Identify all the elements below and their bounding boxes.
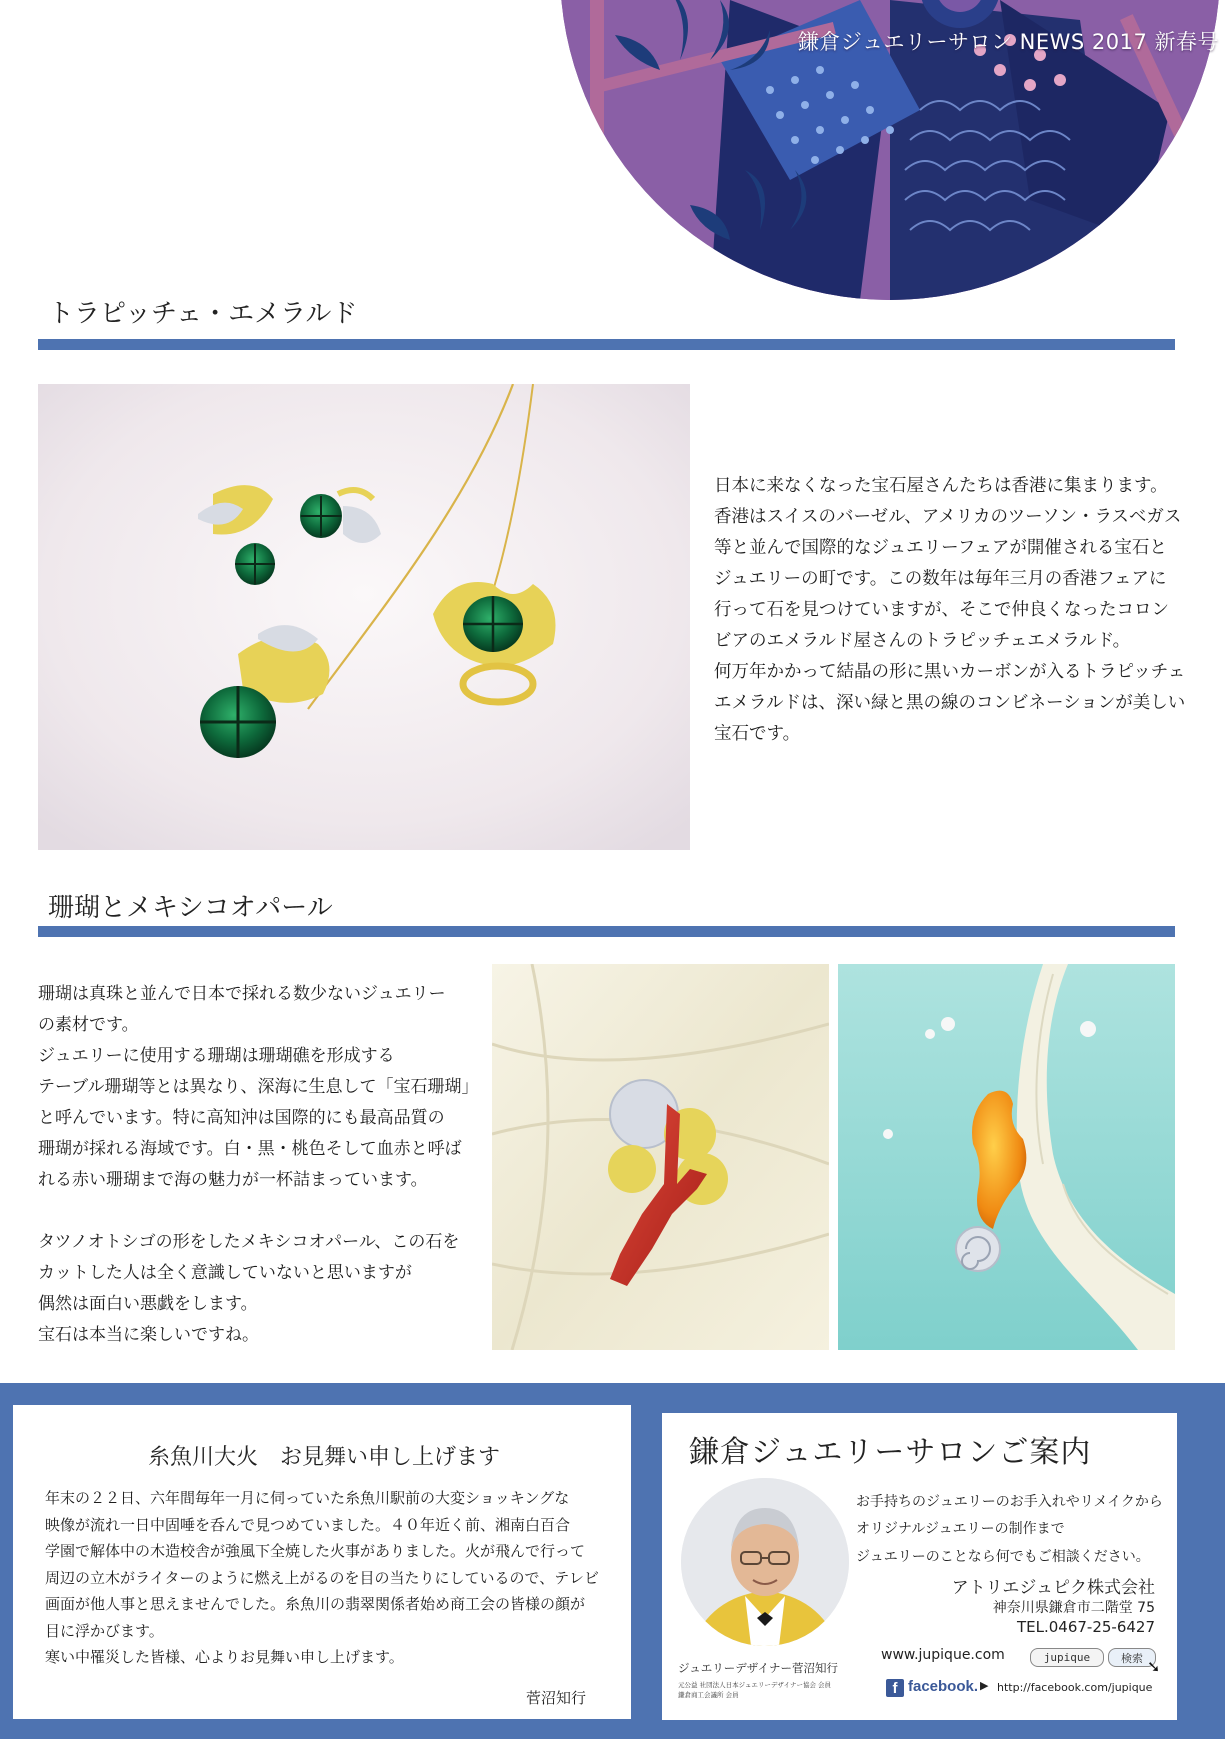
designer-affiliation-2: 鎌倉商工会議所 会員 bbox=[678, 1691, 739, 1699]
paragraph-line: カットした人は全く意識していないと思いますが bbox=[38, 1263, 412, 1283]
salon-intro-line: お手持ちのジュエリーのお手入れやリメイクから bbox=[856, 1494, 1163, 1510]
company-phone: TEL.0467-25-6427 bbox=[1016, 1618, 1155, 1636]
paragraph-line: ジュエリーに使用する珊瑚は珊瑚礁を形成する bbox=[38, 1046, 395, 1066]
designer-portrait bbox=[681, 1478, 849, 1646]
paragraph-line: 珊瑚が採れる海域です。白・黒・桃色そして血赤と呼ば bbox=[38, 1139, 462, 1159]
notice-title: 糸魚川大火 お見舞い申し上げます bbox=[148, 1445, 501, 1470]
paragraph-line: れる赤い珊瑚まで海の魅力が一杯詰まっています。 bbox=[38, 1170, 428, 1190]
paragraph-line: 何万年かかって結晶の形に黒いカーボンが入るトラピッチェ bbox=[714, 662, 1186, 682]
coral-brooch-photo bbox=[492, 964, 829, 1350]
notice-line: 映像が流れ一日中固唾を呑んで見つめていました。４０年近く前、湘南白百合 bbox=[45, 1515, 571, 1534]
notice-signature: 菅沼知行 bbox=[526, 1689, 587, 1707]
facebook-label[interactable]: facebook. bbox=[908, 1678, 979, 1695]
section1-paragraph bbox=[714, 471, 1185, 750]
salon-info-panel bbox=[662, 1413, 1177, 1720]
facebook-icon[interactable]: f bbox=[886, 1679, 904, 1697]
designer-caption: ジュエリーデザイナー菅沼知行 bbox=[678, 1661, 838, 1675]
paragraph-line: の素材です。 bbox=[38, 1015, 139, 1035]
paragraph-line: 偶然は面白い悪戯をします。 bbox=[38, 1294, 258, 1314]
newsletter-title: 鎌倉ジュエリーサロン NEWS 2017 新春号 bbox=[797, 30, 1219, 54]
salon-title: 鎌倉ジュエリーサロンご案内 bbox=[689, 1435, 1092, 1470]
paragraph-line: 宝石です。 bbox=[714, 724, 801, 744]
salon-intro-line: ジュエリーのことなら何でもご相談ください。 bbox=[856, 1549, 1150, 1565]
company-name: アトリエジュピク株式会社 bbox=[951, 1578, 1155, 1598]
paragraph-line: と呼んでいます。特に高知沖は国際的にも最高品質の bbox=[38, 1108, 445, 1128]
section2-paragraph bbox=[38, 979, 478, 1351]
notice-line: 周辺の立木がライターのように燃え上がるのを目の当たりにしているので、テレビ bbox=[45, 1568, 599, 1587]
notice-line: 寒い中罹災した皆様、心よりお見舞い申し上げます。 bbox=[45, 1648, 404, 1666]
paragraph-line: ジュエリーの町です。この数年は毎年三月の香港フェアに bbox=[714, 569, 1167, 589]
salon-intro-line: オリジナルジュエリーの制作まで bbox=[856, 1521, 1065, 1537]
search-button[interactable]: 検索 bbox=[1108, 1648, 1156, 1667]
search-term-box[interactable]: jupique bbox=[1030, 1648, 1104, 1667]
website-url[interactable]: www.jupique.com bbox=[881, 1647, 1005, 1663]
company-address: 神奈川県鎌倉市二階堂 75 bbox=[992, 1600, 1155, 1616]
paragraph-line: エメラルドは、深い緑と黒の線のコンビネーションが美しい bbox=[714, 693, 1186, 713]
paragraph-line: テーブル珊瑚等とは異なり、深海に生息して「宝石珊瑚」 bbox=[38, 1077, 479, 1097]
section-title-coral-opal: 珊瑚とメキシコオパール bbox=[48, 893, 333, 923]
notice-line: 画面が他人事と思えませんでした。糸魚川の翡翠関係者始め商工会の皆様の顔が bbox=[45, 1595, 586, 1613]
paragraph-line: 宝石は本当に楽しいですね。 bbox=[38, 1325, 259, 1345]
section-title-trapiche-emerald: トラピッチェ・エメラルド bbox=[48, 299, 358, 329]
notice-line: 学園で解体中の木造校舎が強風下全焼した火事がありました。火が飛んで行って bbox=[45, 1542, 586, 1560]
opal-necklace-photo bbox=[838, 964, 1175, 1350]
cursor-arrow-icon: ➘ bbox=[1147, 1657, 1161, 1676]
paragraph-line: ビアのエメラルド屋さんのトラピッチェエメラルド。 bbox=[714, 631, 1131, 651]
paragraph-line: 等と並んで国際的なジュエリーフェアが開催される宝石と bbox=[714, 538, 1167, 558]
paragraph-line: 日本に来なくなった宝石屋さんたちは香港に集まります。 bbox=[714, 476, 1168, 496]
paragraph-line: 珊瑚は真珠と並んで日本で採れる数少ないジュエリー bbox=[38, 984, 446, 1004]
notice-line: 目に浮かびます。 bbox=[45, 1621, 164, 1640]
notice-panel bbox=[13, 1405, 631, 1719]
facebook-url[interactable]: http://facebook.com/jupique bbox=[997, 1681, 1153, 1694]
facebook-arrow-icon: ▶ bbox=[980, 1679, 989, 1692]
designer-affiliation-1: 元公益 社団法人日本ジュエリーデザイナー協会 会員 bbox=[678, 1681, 832, 1689]
paragraph-line bbox=[38, 1196, 478, 1227]
paragraph-line: 香港はスイスのバーゼル、アメリカのツーソン・ラスベガス bbox=[714, 507, 1182, 527]
notice-line: 年末の２２日、六年間毎年一月に伺っていた糸魚川駅前の大変ショッキングな bbox=[45, 1489, 570, 1507]
paragraph-line: 行って石を見つけていますが、そこで仲良くなったコロン bbox=[714, 600, 1169, 620]
section-divider-bar bbox=[38, 926, 1175, 937]
section-divider-bar bbox=[38, 339, 1175, 350]
paragraph-line: タツノオトシゴの形をしたメキシコオパール、この石を bbox=[38, 1232, 460, 1252]
emerald-jewelry-photo bbox=[38, 384, 690, 850]
notice-body bbox=[45, 1485, 599, 1671]
